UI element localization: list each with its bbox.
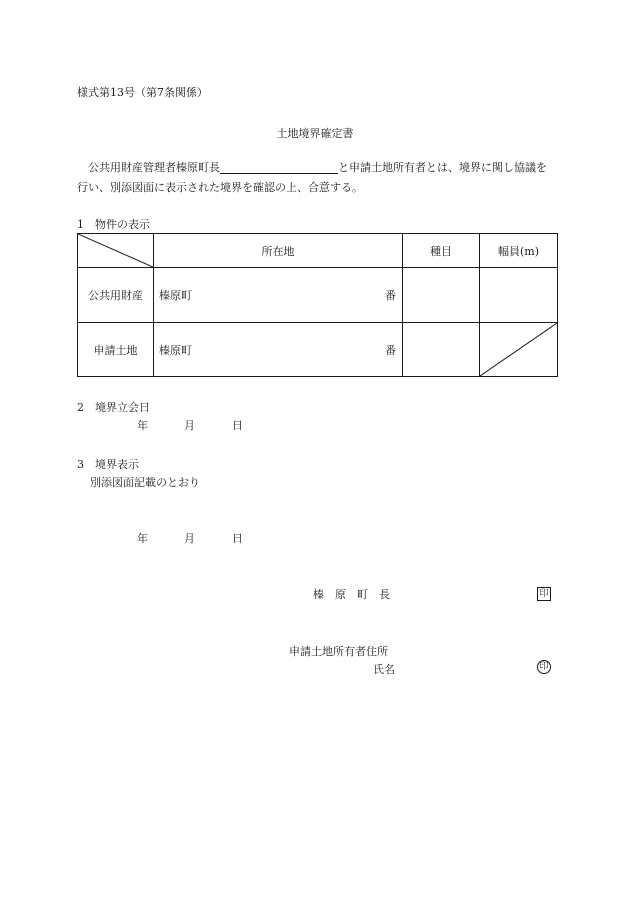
location-cell[interactable] <box>154 268 403 323</box>
document-title: 土地境界確定書 <box>276 127 354 140</box>
form-number: 様式第13号（第7条関係） <box>77 86 208 99</box>
year-label: 年 <box>137 419 148 432</box>
section2-heading: 2 境界立会日 <box>77 401 150 414</box>
table-header-row <box>78 234 558 268</box>
location-cell[interactable] <box>154 323 403 377</box>
manager-name-blank[interactable] <box>220 159 338 174</box>
category-cell[interactable] <box>403 268 480 323</box>
row-label-public: 公共用財産 <box>78 268 154 323</box>
diagonal-line <box>78 234 153 267</box>
table-row <box>78 268 558 323</box>
row-label-applicant: 申請土地 <box>78 323 154 377</box>
category-header: 種目 <box>403 234 480 268</box>
applicant-address-label: 申請土地所有者住所 <box>289 645 388 658</box>
lot-number-suffix: 番 <box>385 289 396 302</box>
month-label: 月 <box>184 532 195 545</box>
location-prefix: 榛原町 <box>159 343 192 357</box>
category-cell[interactable] <box>403 323 480 377</box>
agreement-part2: と申請土地所有者とは、境界に関し協議を行い、別添図面に表示された境界を確認の上、合意する。 <box>77 161 547 194</box>
month-label: 月 <box>184 419 195 432</box>
location-header: 所在地 <box>154 234 403 268</box>
width-cell[interactable] <box>480 268 558 323</box>
day-label: 日 <box>232 532 243 545</box>
day-label: 日 <box>232 419 243 432</box>
agreement-part1: 公共用財産管理者榛原町長 <box>88 161 220 174</box>
width-header: 幅員(m) <box>480 234 558 268</box>
table-row <box>78 323 558 377</box>
applicant-seal-mark: 印 <box>537 660 551 674</box>
applicant-name-label: 氏名 <box>373 663 395 676</box>
location-prefix: 榛原町 <box>159 289 192 302</box>
lot-number-suffix: 番 <box>385 343 396 357</box>
section3-body: 別添図面記載のとおり <box>90 476 200 489</box>
property-table <box>77 233 558 377</box>
width-cell-struck <box>480 323 558 377</box>
agreement-text <box>77 158 557 198</box>
diagonal-header-cell <box>78 234 154 268</box>
year-label: 年 <box>137 532 148 545</box>
diagonal-line <box>480 323 557 376</box>
section1-heading: 1 物件の表示 <box>77 218 150 231</box>
town-seal-mark: 印 <box>537 587 551 601</box>
town-head-title: 榛 原 町 長 <box>313 588 390 601</box>
section3-heading: 3 境界表示 <box>77 458 139 471</box>
